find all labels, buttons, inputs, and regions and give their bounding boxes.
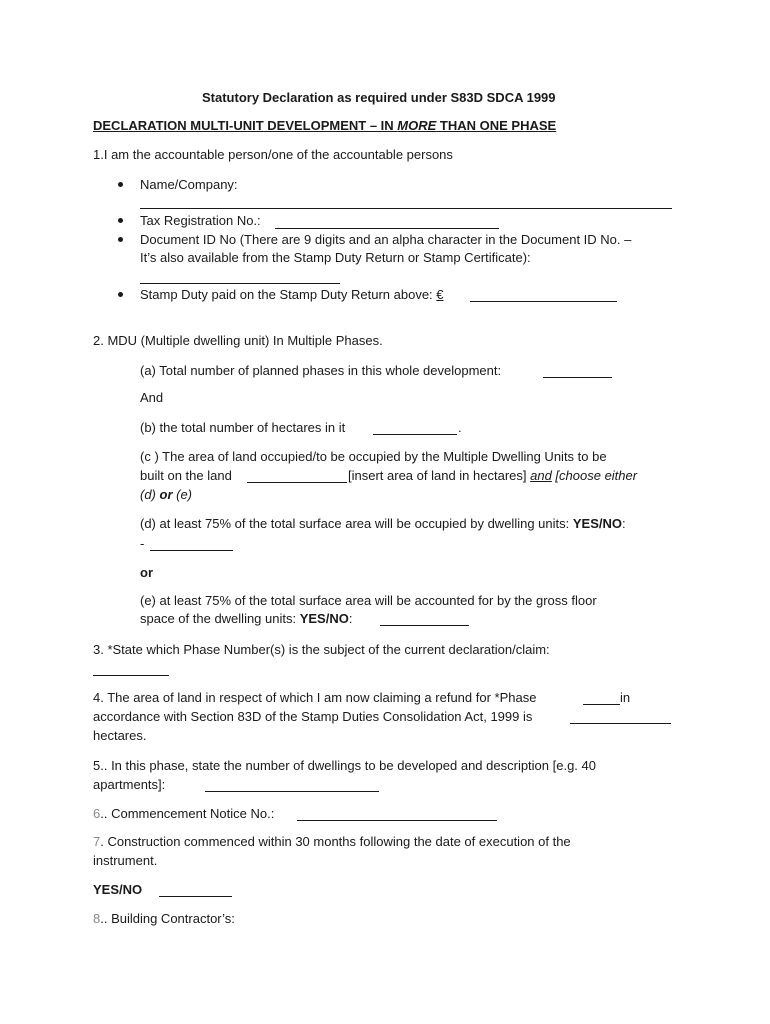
section-7-number: 7 xyxy=(93,834,101,849)
or-separator: or xyxy=(140,565,153,580)
section-4-line1b: in xyxy=(620,690,631,705)
total-hectares-label: (b) the total number of hectares in it xyxy=(140,420,346,435)
bullet-icon xyxy=(118,182,123,187)
section-5-line2: apartments]: xyxy=(93,777,166,792)
option-e-line2 xyxy=(140,610,352,628)
option-e-text: space of the dwelling units: xyxy=(140,611,300,626)
dwellings-field[interactable] xyxy=(205,791,379,792)
option-e-field[interactable] xyxy=(380,625,469,626)
document-id-field[interactable] xyxy=(140,283,340,284)
section-7-yesno: YES/NO xyxy=(93,882,143,897)
document-title: Statutory Declaration as required under S83D SDCA 1999 xyxy=(202,90,556,105)
option-d-line1 xyxy=(140,515,626,533)
option-e-yesno: YES/NO xyxy=(299,611,349,626)
section-4-line2: accordance with Section 83D of the Stamp Duties Consolidation Act, 1999 is xyxy=(93,709,533,724)
subtitle-after: THAN ONE PHASE xyxy=(436,118,557,133)
tax-registration-field[interactable] xyxy=(275,228,499,229)
stamp-duty-text: Stamp Duty paid on the Stamp Duty Return above: xyxy=(140,287,437,302)
construction-yesno-field[interactable] xyxy=(159,896,232,897)
bullet-icon xyxy=(118,218,123,223)
section-6-text: .. Commencement Notice No.: xyxy=(100,806,275,821)
refund-area-field[interactable] xyxy=(570,723,671,724)
section-8-number: 8 xyxy=(93,911,101,926)
land-area-line1: (c ) The area of land occupied/to be occupied by the Multiple Dwelling Units to be xyxy=(140,449,607,464)
section-8-text: .. Building Contractor’s: xyxy=(100,911,235,926)
section-2-heading: 2. MDU (Multiple dwelling unit) In Multiple Phases. xyxy=(93,333,383,348)
name-company-field[interactable] xyxy=(140,208,672,209)
option-e-colon: : xyxy=(348,611,353,626)
and-label: And xyxy=(140,390,164,405)
name-company-label: Name/Company: xyxy=(140,177,238,192)
subtitle-emphasis: MORE xyxy=(397,118,437,133)
planned-phases-label: (a) Total number of planned phases in this whole development: xyxy=(140,363,502,378)
land-area-line2b xyxy=(348,467,637,485)
section-6 xyxy=(93,805,274,823)
document-subtitle xyxy=(93,117,556,135)
stamp-duty-field[interactable] xyxy=(470,301,617,302)
or-bold: or xyxy=(159,487,173,502)
section-1-intro: 1.I am the accountable person/one of the accountable persons xyxy=(93,147,453,162)
land-area-choose: [choose either xyxy=(551,468,638,483)
land-area-line2a: built on the land xyxy=(140,468,232,483)
euro-symbol: € xyxy=(436,287,444,302)
option-e-line1: (e) at least 75% of the total surface area will be accounted for by the gross floor xyxy=(140,593,597,608)
total-hectares-period: . xyxy=(458,420,462,435)
section-4-line1a: 4. The area of land in respect of which I am now claiming a refund for *Phase xyxy=(93,690,537,705)
document-id-label-line2: It’s also available from the Stamp Duty Return or Stamp Certificate): xyxy=(140,250,531,265)
bullet-icon xyxy=(118,292,123,297)
stamp-duty-label xyxy=(140,286,444,304)
total-hectares-field[interactable] xyxy=(373,434,457,435)
tax-registration-label: Tax Registration No.: xyxy=(140,213,261,228)
document-id-label-line1: Document ID No (There are 9 digits and an alpha character in the Document ID No. – xyxy=(140,232,632,247)
land-area-field[interactable] xyxy=(247,482,347,483)
section-4-line3: hectares. xyxy=(93,728,147,743)
section-5-line1: 5.. In this phase, state the number of dwellings to be developed and description [e.g. 40 xyxy=(93,758,596,773)
land-area-and: and xyxy=(530,468,552,483)
option-e-ref: (e) xyxy=(172,487,192,502)
section-7-line2: instrument. xyxy=(93,853,158,868)
section-3-text: 3. *State which Phase Number(s) is the subject of the current declaration/claim: xyxy=(93,642,550,657)
commencement-notice-field[interactable] xyxy=(297,820,497,821)
section-6-number: 6 xyxy=(93,806,101,821)
option-d-field[interactable] xyxy=(150,550,233,551)
land-area-line3 xyxy=(140,486,192,504)
option-d-yesno: YES/NO xyxy=(572,516,622,531)
section-7-line1 xyxy=(93,833,571,851)
phase-number-field[interactable] xyxy=(93,675,169,676)
planned-phases-field[interactable] xyxy=(543,377,612,378)
bullet-icon xyxy=(118,237,123,242)
section-7-text: . Construction commenced within 30 months following the date of execution of the xyxy=(100,834,571,849)
option-d-colon: : xyxy=(621,516,626,531)
option-d-text: (d) at least 75% of the total surface area will be occupied by dwelling units: xyxy=(140,516,573,531)
subtitle-before: DECLARATION MULTI-UNIT DEVELOPMENT – IN xyxy=(93,118,398,133)
phase-refund-field[interactable] xyxy=(583,704,620,705)
option-d-dash: - xyxy=(140,536,145,551)
land-area-hint: [insert area of land in hectares] xyxy=(348,468,531,483)
option-d-ref: (d) xyxy=(140,487,160,502)
section-8 xyxy=(93,910,235,928)
